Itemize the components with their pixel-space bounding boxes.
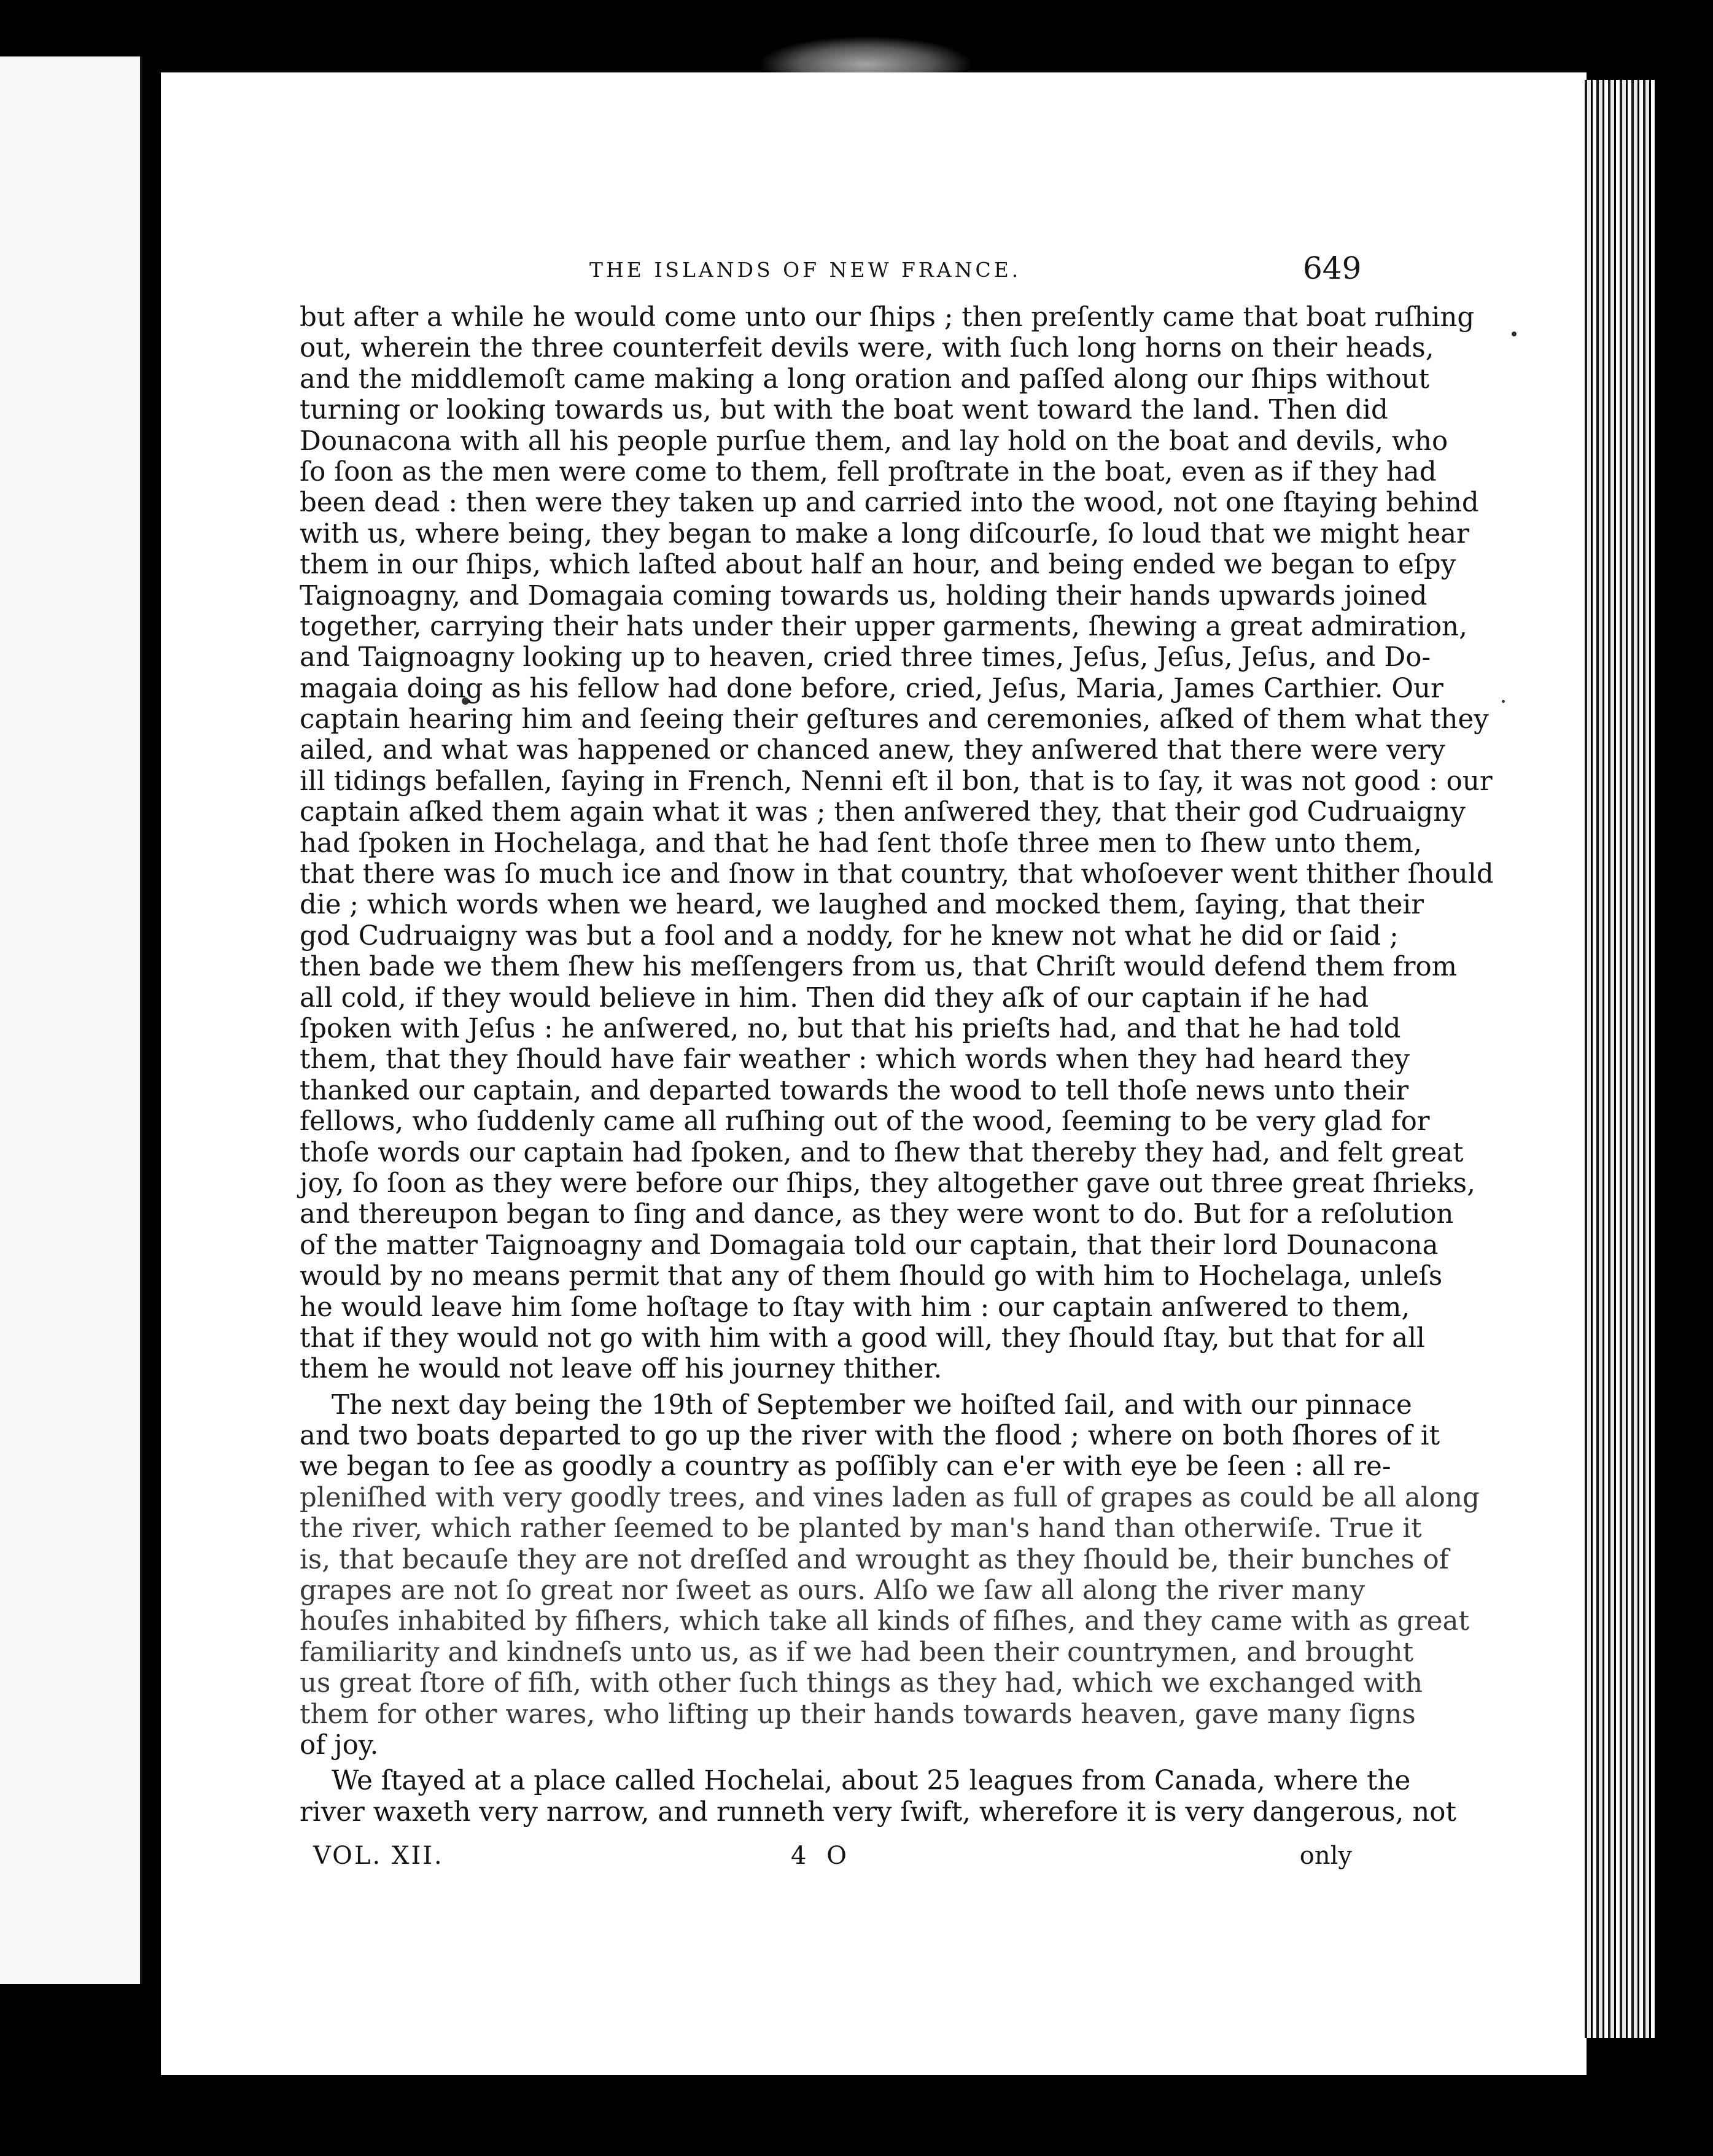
text-line: die ; which words when we heard, we laughed and mocked them, ſaying, that their [300, 890, 1424, 921]
text-line: we began to ſee as goodly a country as poſſibly can e'er with eye be ſeen : all re- [300, 1451, 1391, 1483]
text-line: together, carrying their hats under their upper garments, ſhewing a great admiration, [300, 611, 1467, 642]
signature-mark: 4 O [791, 1842, 853, 1870]
text-line: that if they would not go with him with a good will, they ſhould ſtay, but that for all [300, 1322, 1425, 1354]
text-line: would by no means permit that any of them ſhould go with him to Hochelaga, unleſs [300, 1261, 1443, 1292]
body-text [300, 302, 1494, 1828]
text-line: of the matter Taignoagny and Domagaia told our captain, that their lord Dounacona [300, 1230, 1439, 1261]
text-line: thoſe words our captain had ſpoken, and to ſhew that thereby they had, and felt great [300, 1137, 1464, 1168]
text-line: Taignoagny, and Domagaia coming towards us, holding their hands upwards joined [300, 580, 1428, 611]
text-line: out, wherein the three counterfeit devils were, with ſuch long horns on their heads, [300, 333, 1434, 364]
text-line: of joy. [300, 1729, 379, 1761]
text-line: The next day being the 19th of September we hoiſted ſail, and with our pinnace [332, 1389, 1412, 1421]
text-line: grapes are not ſo great nor ſweet as ours. Alſo we ſaw all along the river many [300, 1575, 1365, 1607]
page-number: 649 [1303, 250, 1362, 286]
text-line: captain hearing him and ſeeing their geſtures and ceremonies, aſked of them what they [300, 704, 1489, 735]
text-line: us great ſtore of fiſh, with other ſuch things as they had, which we exchanged with [300, 1668, 1423, 1699]
text-line: them he would not leave off his journey thither. [300, 1354, 942, 1385]
text-line: them, that they ſhould have fair weather : which words when they had heard they [300, 1044, 1410, 1076]
text-line: the river, which rather ſeemed to be planted by man's hand than otherwiſe. True it [300, 1513, 1422, 1545]
text-line: ailed, and what was happened or chanced anew, they anſwered that there were very [300, 735, 1445, 766]
text-line: joy, ſo ſoon as they were before our ſhips, they altogether gave out three great ſhrieks, [300, 1168, 1475, 1199]
text-line: and thereupon began to ſing and dance, as they were wont to do. But for a reſolution [300, 1199, 1454, 1230]
text-line: and two boats departed to go up the river with the flood ; where on both ſhores of it [300, 1421, 1440, 1452]
text-line: and Taignoagny looking up to heaven, cried three times, Jeſus, Jeſus, Jeſus, and Do- [300, 642, 1431, 673]
text-line: all cold, if they would believe in him. Then did they aſk of our captain if he had [300, 982, 1369, 1014]
text-line: them in our ſhips, which laſted about half an hour, and being ended we began to eſpy [300, 549, 1456, 581]
dust-speck [1512, 332, 1517, 336]
running-head: THE ISLANDS OF NEW FRANCE. [589, 258, 1022, 282]
volume-label: VOL. XII. [313, 1842, 444, 1870]
dust-speck [1502, 700, 1505, 703]
text-line: and the middlemoſt came making a long oration and paſſed along our ſhips without [300, 363, 1430, 395]
text-line: had ſpoken in Hochelaga, and that he had ſent thoſe three men to ſhew unto them, [300, 828, 1422, 859]
text-line: houſes inhabited by fiſhers, which take all kinds of fiſhes, and they came with as great [300, 1606, 1469, 1637]
text-line: thanked our captain, and departed towards the wood to tell thoſe news unto their [300, 1075, 1409, 1106]
text-line: magaia doing as his fellow had done before, cried, Jeſus, Maria, James Carthier. Our [300, 673, 1443, 704]
text-line: been dead : then were they taken up and carried into the wood, not one ſtaying behind [300, 487, 1479, 519]
text-line: turning or looking towards us, but with the boat went toward the land. Then did [300, 395, 1388, 426]
text-line: ſo ſoon as the men were come to them, fell proſtrate in the boat, even as if they had [300, 456, 1437, 487]
text-line: he would leave him ſome hoſtage to ſtay with him : our captain anſwered to them, [300, 1292, 1410, 1323]
paragraph [300, 1389, 1480, 1761]
text-line: them for other wares, who lifting up their hands towards heaven, gave many ſigns [300, 1699, 1416, 1730]
paragraph [300, 1766, 1456, 1828]
text-line: We ſtayed at a place called Hochelai, about 25 leagues from Canada, where the [332, 1766, 1411, 1797]
text-line: with us, where being, they began to make a long diſcourſe, ſo loud that we might hear [300, 518, 1469, 549]
text-line: Dounacona with all his people purſue them, and lay hold on the boat and devils, who [300, 425, 1448, 457]
text-line: familiarity and kindneſs unto us, as if we had been their countrymen, and brought [300, 1637, 1414, 1668]
text-line: pleniſhed with very goodly trees, and vines laden as full of grapes as could be all along [300, 1482, 1480, 1513]
catchword: only [1299, 1842, 1352, 1870]
paragraph-gap [300, 1385, 1352, 1390]
paragraph [300, 302, 1494, 1385]
text-line: then bade we them ſhew his meſſengers from us, that Chriſt would defend them from [300, 952, 1457, 983]
text-line: river waxeth very narrow, and runneth very ſwift, wherefore it is very dangerous, not [300, 1796, 1456, 1828]
text-line: that there was ſo much ice and ſnow in that country, that whoſoever went thither ſhould [300, 859, 1494, 890]
text-line: fellows, who ſuddenly came all ruſhing out of the wood, ſeeming to be very glad for [300, 1106, 1430, 1138]
facing-page-edge [0, 56, 142, 1984]
text-line: but after a while he would come unto our ſhips ; then preſently came that boat ruſhing [300, 302, 1475, 333]
text-line: god Cudruaigny was but a fool and a noddy, for he knew not what he did or ſaid ; [300, 920, 1399, 952]
text-line: captain aſked them again what it was ; then anſwered they, that their god Cudruaigny [300, 797, 1466, 828]
paragraph-gap [300, 1761, 1352, 1766]
page-footer [300, 1842, 1352, 1879]
text-line: is, that becauſe they are not dreſſed and wrought as they ſhould be, their bunches of [300, 1544, 1449, 1575]
text-line: ſpoken with Jeſus : he anſwered, no, but that his prieſts had, and that he had told [300, 1013, 1401, 1044]
text-line: ill tidings befallen, ſaying in French, Nenni eſt il bon, that is to ſay, it was not good : our [300, 766, 1493, 797]
book-fore-edge [1581, 80, 1655, 2038]
